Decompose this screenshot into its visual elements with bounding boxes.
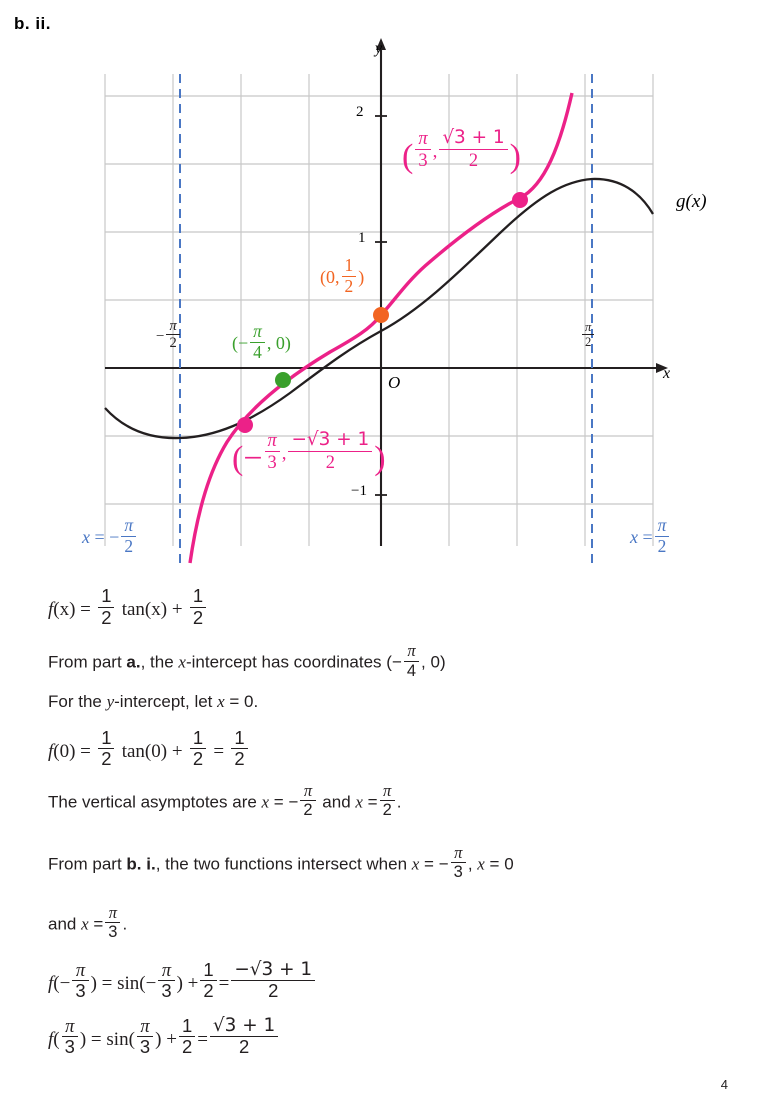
text-d: =: [362, 792, 378, 812]
x-num: π: [415, 128, 430, 150]
num: 1: [190, 728, 206, 750]
close-paren: ): [374, 439, 386, 477]
num: π: [300, 782, 315, 801]
y-tick-label-2: 2: [356, 104, 364, 120]
x-den: 3: [418, 149, 428, 170]
num: 1: [98, 586, 114, 608]
x-axis-label: x: [663, 365, 671, 382]
neg-sign: −: [156, 328, 165, 345]
text-b: , the two functions intersect when: [155, 854, 412, 874]
var-x: x: [411, 854, 420, 874]
den: 2: [101, 748, 112, 770]
f-symbol: f: [48, 1028, 54, 1050]
var-x2: x: [355, 792, 363, 812]
den: 4: [406, 661, 417, 680]
x-tick-label-pi-over-2: [580, 320, 596, 349]
num: 1: [231, 728, 247, 750]
asymptote-right-equation: [630, 516, 671, 556]
text-a: (−: [53, 972, 71, 994]
var-x: x: [261, 792, 270, 812]
text-c: = −: [419, 854, 449, 874]
num: √3 + 1: [210, 1016, 278, 1038]
point-x-intercept: [275, 372, 291, 388]
num: −√3 + 1: [231, 960, 315, 982]
num: π: [380, 782, 395, 801]
num: 1: [98, 728, 114, 750]
equals: =: [642, 527, 653, 548]
den: 2: [234, 748, 245, 770]
solution-line-2: [48, 642, 738, 680]
y-den: 2: [468, 149, 479, 170]
var-x: x: [217, 692, 225, 712]
g-curve-label: g(x): [676, 191, 707, 212]
num: π: [655, 516, 670, 537]
text-b: -intercept, let: [114, 692, 218, 712]
y-tick-label-neg1: −1: [351, 483, 367, 499]
y-axis-label: y: [375, 40, 383, 57]
den: 2: [181, 1036, 193, 1058]
solution-line-7: [48, 904, 738, 942]
x-num: π: [265, 430, 280, 452]
den: 3: [139, 1036, 151, 1058]
y-den: 2: [325, 451, 335, 472]
text-b: ) = sin(−: [90, 972, 157, 994]
comma: ,: [281, 442, 287, 464]
num: π: [404, 642, 419, 661]
den: 2: [192, 748, 204, 770]
part-label: b. ii.: [14, 14, 51, 33]
text-c: -intercept has coordinates (−: [185, 652, 402, 672]
text-a: (0) =: [53, 740, 91, 762]
text-e: = 0: [484, 854, 514, 874]
x-den: 3: [267, 451, 277, 472]
solution-line-6: [48, 844, 738, 882]
text-c: ) +: [176, 972, 199, 994]
close: ): [358, 267, 365, 288]
solution-line-5: [48, 782, 738, 820]
num: π: [62, 1016, 78, 1038]
den: 2: [238, 1036, 250, 1058]
var-x: x: [82, 527, 90, 548]
solution-text: [48, 586, 738, 1067]
num: π: [451, 844, 466, 863]
text-c: and: [317, 792, 356, 812]
num: π: [166, 318, 179, 335]
den: 2: [124, 535, 134, 556]
solution-line-3: [48, 689, 738, 715]
text-d: , 0): [421, 652, 446, 672]
minus: −: [109, 527, 120, 548]
num: π: [72, 960, 88, 982]
bold-ref: b. i.: [126, 854, 156, 874]
comma: ,: [432, 140, 438, 162]
open-paren: (: [402, 137, 414, 175]
var-x2: x: [477, 854, 485, 874]
arg: (x) =: [53, 598, 91, 620]
open-paren: (−: [232, 439, 263, 477]
var-x: x: [178, 652, 186, 672]
den: 2: [203, 980, 214, 1002]
text-d: =: [197, 1028, 208, 1050]
f-symbol: f: [48, 740, 54, 762]
text-b: ) = sin(: [79, 1028, 135, 1050]
x-tick-label-neg-pi-over-2: [156, 318, 182, 352]
point-y-intercept: [373, 307, 389, 323]
var-x: x: [630, 527, 638, 548]
graph-figure: [0, 18, 766, 578]
den: 2: [382, 801, 392, 820]
num: π: [582, 320, 594, 335]
text-b: tan(0) +: [121, 740, 183, 762]
mid: , 0): [266, 333, 291, 354]
num: π: [250, 322, 265, 343]
den: 4: [253, 341, 262, 362]
text-a: From part: [48, 854, 127, 874]
point-intersection-right: [512, 192, 528, 208]
open: (0,: [320, 267, 340, 288]
den: 2: [657, 535, 667, 556]
den: 2: [101, 606, 112, 628]
text-c: ) +: [155, 1028, 177, 1050]
text-a: (: [53, 1028, 60, 1050]
y-num: √3 + 1: [439, 128, 507, 150]
text-b: = −: [269, 792, 299, 812]
text-a: The vertical asymptotes are: [48, 792, 262, 812]
tan-term: tan(x) +: [121, 598, 183, 620]
f-symbol: f: [48, 972, 54, 994]
equals: =: [94, 527, 105, 548]
text-a: For the: [48, 692, 107, 712]
num: π: [137, 1016, 153, 1038]
f-symbol: f: [48, 598, 54, 620]
solution-line-8: [48, 960, 738, 1002]
num: π: [158, 960, 174, 982]
num: π: [121, 516, 136, 537]
annotation-intersection-right: [402, 128, 521, 176]
solution-line-9: [48, 1016, 738, 1058]
page-number: 4: [720, 1077, 728, 1092]
den: 2: [303, 801, 313, 820]
text-a: and: [48, 914, 82, 934]
den: 3: [161, 980, 172, 1002]
text-d: ,: [467, 854, 473, 874]
num: 1: [179, 1016, 195, 1038]
den: 2: [268, 980, 279, 1002]
bold-ref: a.: [126, 652, 141, 672]
y-tick-label-1: 1: [358, 230, 366, 246]
num: 1: [342, 256, 357, 277]
open: (−: [232, 333, 249, 354]
text-e: .: [396, 792, 402, 812]
text-b: =: [88, 914, 104, 934]
annotation-y-intercept: [320, 256, 364, 296]
den: 2: [585, 335, 592, 350]
y-num: −√3 + 1: [288, 430, 372, 452]
text-c: .: [122, 914, 128, 934]
annotation-x-intercept: [232, 322, 291, 362]
text-c: =: [213, 740, 225, 762]
close-paren: ): [509, 137, 521, 175]
num: 1: [200, 960, 216, 982]
text-a: From part: [48, 652, 127, 672]
den: 2: [344, 275, 354, 296]
solution-line-4: [48, 728, 738, 770]
var-y: y: [106, 692, 115, 712]
origin-label: O: [388, 373, 401, 392]
text-d: =: [218, 972, 230, 994]
annotation-intersection-left: [232, 430, 386, 478]
graph-svg: [0, 18, 766, 578]
num: π: [105, 904, 120, 923]
var-x: x: [81, 914, 89, 934]
solution-line-1: [48, 586, 738, 628]
den: 2: [192, 606, 204, 628]
den: 3: [75, 980, 86, 1002]
den: 3: [64, 1036, 75, 1058]
text-b: , the: [140, 652, 179, 672]
den: 2: [169, 335, 177, 352]
den: 3: [108, 923, 118, 942]
text-c: = 0.: [224, 692, 259, 712]
num: 1: [190, 586, 206, 608]
asymptote-left-equation: [82, 516, 138, 556]
den: 3: [453, 863, 463, 882]
